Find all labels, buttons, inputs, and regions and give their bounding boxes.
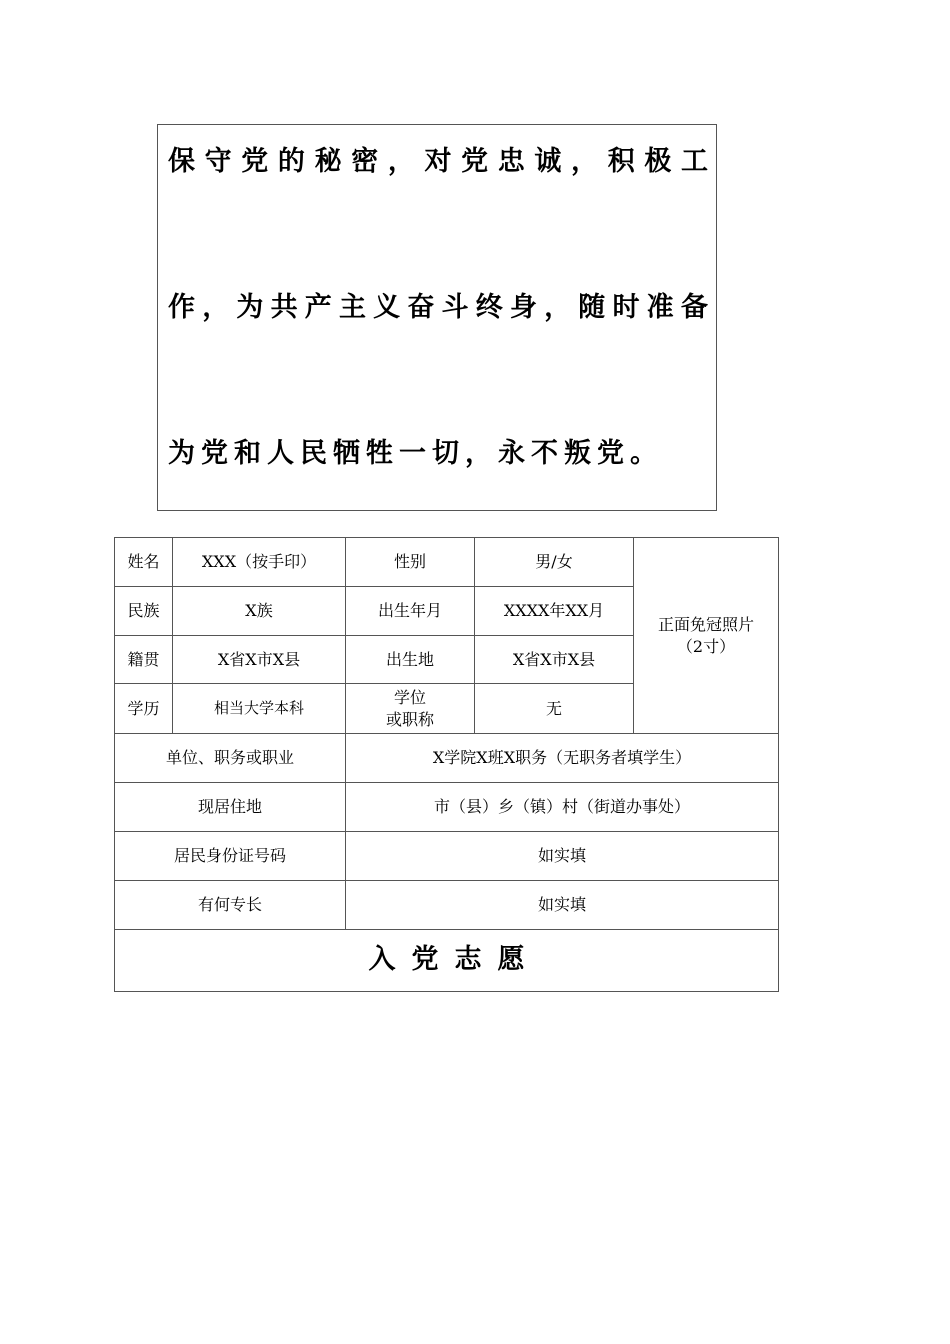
work-value: X学院X班X职务（无职务者填学生）: [346, 734, 779, 783]
oath-char: 工: [680, 146, 708, 177]
oath-char: 保: [168, 146, 195, 177]
photo-size: （2寸）: [676, 636, 736, 656]
skill-label: 有何专长: [115, 881, 346, 930]
oath-char: 积: [607, 146, 635, 177]
work-label: 单位、职务或职业: [115, 734, 346, 783]
oath-char: 密: [351, 146, 379, 177]
oath-char: 身: [509, 292, 537, 323]
residence-label: 现居住地: [115, 783, 346, 832]
oath-char: 奋: [407, 292, 435, 323]
table-row: [115, 930, 779, 992]
birthplace-label: 出生地: [346, 636, 475, 684]
oath-line-2: [168, 285, 708, 324]
oath-char: 共: [270, 292, 298, 323]
oath-char: 为: [236, 292, 264, 323]
skill-value: 如实填: [346, 881, 779, 930]
oath-char: 准: [646, 292, 674, 323]
oath-line-1: [168, 139, 708, 178]
oath-char: 主: [338, 292, 366, 323]
oath-char: 秘: [314, 146, 342, 177]
gender-label: 性别: [346, 538, 475, 587]
birth-value: XXXX年XX月: [475, 587, 634, 636]
oath-text-box: [157, 124, 717, 511]
native-place-label: 籍贯: [115, 636, 173, 684]
oath-char: 守: [204, 146, 232, 177]
table-row: [115, 538, 779, 587]
degree-value: 无: [475, 684, 634, 734]
degree-label: [346, 684, 475, 734]
education-value: 相当大学本科: [173, 684, 346, 734]
ethnicity-value: X族: [173, 587, 346, 636]
education-label: 学历: [115, 684, 173, 734]
table-row: [115, 881, 779, 930]
application-form-table: [114, 537, 779, 992]
oath-char: 备: [680, 292, 708, 323]
degree-label-line1: 学位: [393, 687, 426, 707]
gender-value: 男/女: [475, 538, 634, 587]
table-row: [115, 783, 779, 832]
oath-char: 作: [168, 292, 195, 323]
oath-char: 随: [578, 292, 606, 323]
degree-label-line2: 或职称: [385, 709, 434, 729]
ethnicity-label: 民族: [115, 587, 173, 636]
name-label: 姓名: [115, 538, 173, 587]
oath-char: 对: [424, 146, 452, 177]
oath-char: 忠: [497, 146, 525, 177]
table-row: [115, 832, 779, 881]
oath-char: 诚: [534, 146, 562, 177]
photo-caption: 正面免冠照片: [657, 614, 754, 634]
oath-char: 党: [461, 146, 489, 177]
oath-char: ，: [202, 292, 230, 323]
birthplace-value: X省X市X县: [475, 636, 634, 684]
table-row: [115, 734, 779, 783]
oath-char: 终: [475, 292, 503, 323]
photo-placeholder: [634, 538, 779, 734]
oath-char: 产: [304, 292, 332, 323]
id-number-value: 如实填: [346, 832, 779, 881]
residence-value: 市（县）乡（镇）村（街道办事处）: [346, 783, 779, 832]
section-title: 入党志愿: [115, 930, 779, 992]
native-place-value: X省X市X县: [173, 636, 346, 684]
oath-char: 时: [612, 292, 640, 323]
oath-line-3: 为党和人民牺牲一切，永不叛党。: [168, 438, 663, 469]
oath-char: ，: [544, 292, 572, 323]
name-value: XXX（按手印）: [173, 538, 346, 587]
oath-char: ，: [571, 146, 599, 177]
oath-char: 极: [644, 146, 672, 177]
oath-char: ，: [387, 146, 415, 177]
oath-char: 斗: [441, 292, 469, 323]
oath-char: 党: [241, 146, 269, 177]
id-number-label: 居民身份证号码: [115, 832, 346, 881]
oath-char: 的: [277, 146, 305, 177]
oath-char: 义: [373, 292, 401, 323]
birth-label: 出生年月: [346, 587, 475, 636]
